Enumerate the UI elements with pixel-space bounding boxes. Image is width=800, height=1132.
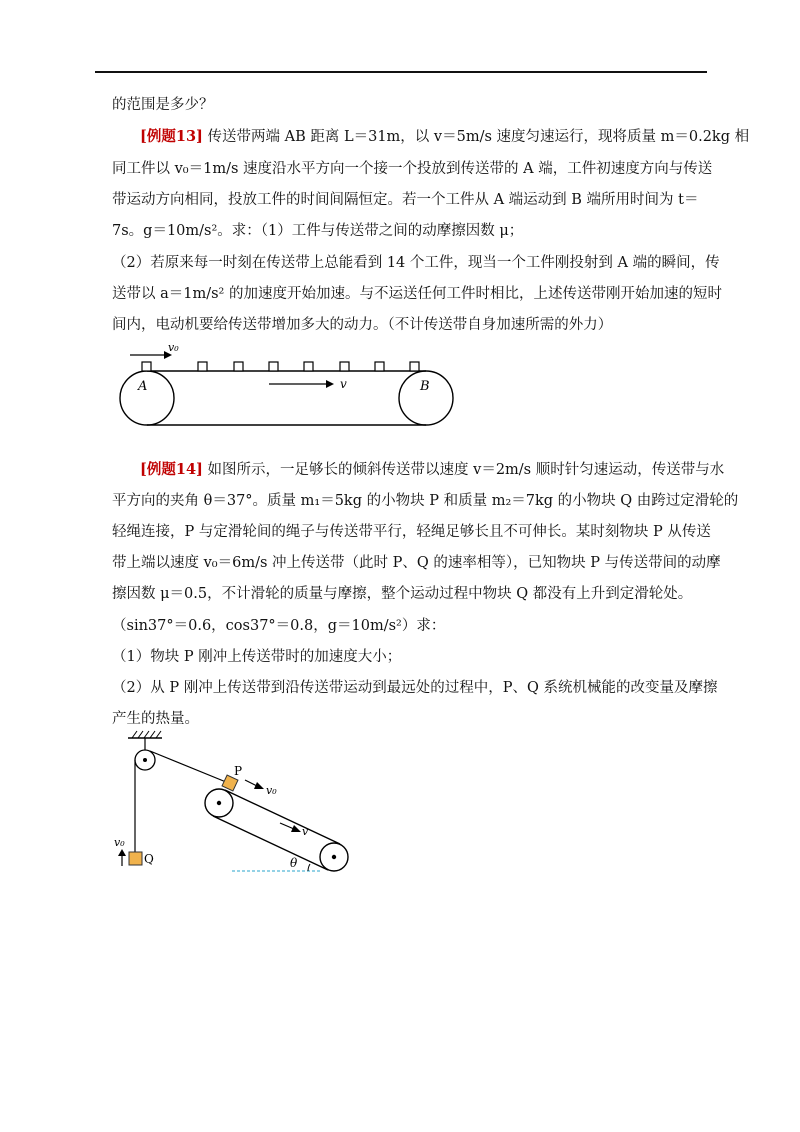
text-line: 平方向的夹角 θ＝37°。质量 m₁＝5kg 的小物块 P 和质量 m₂＝7kg 的小物块 Q 由跨过定滑轮的 <box>112 493 739 509</box>
label-p: P <box>234 764 243 778</box>
text-line: （2）从 P 刚冲上传送带到沿传送带运动到最远处的过程中，P、Q 系统机械能的改变量及摩擦 <box>112 680 718 696</box>
ceiling-hatch <box>128 731 162 738</box>
block-q <box>129 852 142 865</box>
theta-label: θ <box>290 856 298 870</box>
workpieces <box>142 362 419 371</box>
rope-to-p <box>150 751 226 782</box>
label-a: A <box>138 379 148 394</box>
text-line: 带运动方向相同，投放工件的时间间隔恒定。若一个工件从 A 端运动到 B 端所用时间为 t＝ <box>112 192 699 208</box>
text-line: （2）若原来每一时刻在传送带上总能看到 14 个工件，现当一个工件刚投射到 A 端的瞬间，传 <box>112 255 720 271</box>
text-line: （sin37°＝0.6，cos37°＝0.8，g＝10m/s²）求： <box>112 618 446 634</box>
v0-arrow-p <box>245 780 257 786</box>
text-line: 同工件以 v₀＝1m/s 速度沿水平方向一个接一个投放到传送带的 A 端，工件初速度方向与传送 <box>112 161 713 177</box>
conveyor-diagram-1 <box>112 338 462 438</box>
label-b: B <box>420 379 430 394</box>
example-13-tag: [例题13] <box>140 128 203 145</box>
text-line: （1）物块 P 刚冲上传送带时的加速度大小； <box>112 649 402 665</box>
inclined-conveyor-diagram <box>112 725 362 880</box>
text-line: [例题14] 如图所示，一足够长的倾斜传送带以速度 v＝2m/s 顺时针匀速运动，传送带与水 <box>140 461 725 478</box>
v0-label-q: v₀ <box>114 836 125 849</box>
text-line: 7s。g＝10m/s²。求：（1）工件与传送带之间的动摩擦因数 μ； <box>112 223 524 239</box>
text-line: 的范围是多少？ <box>112 97 214 113</box>
text-line: 擦因数 μ＝0.5，不计滑轮的质量与摩擦，整个运动过程中物块 Q 都没有上升到定滑轮处。 <box>112 586 693 602</box>
example-14-tag: [例题14] <box>140 461 203 478</box>
text-line: 送带以 a＝1m/s² 的加速度开始加速。与不运送任何工件时相比，上述传送带刚开始加速的短时 <box>112 286 722 302</box>
text-line: 产生的热量。 <box>112 711 199 727</box>
text-line: 轻绳连接，P 与定滑轮间的绳子与传送带平行，轻绳足够长且不可伸长。某时刻物块 P 从传送 <box>112 524 711 540</box>
text-line: 带上端以速度 v₀＝6m/s 冲上传送带（此时 P、Q 的速率相等），已知物块 P 与传送带间的动摩 <box>112 555 721 571</box>
v-label: v <box>340 377 347 391</box>
header-rule <box>95 71 707 73</box>
text-line: 间内，电动机要给传送带增加多大的动力。（不计传送带自身加速所需的外力） <box>112 317 613 333</box>
v-arrow-belt <box>280 823 294 829</box>
v0-label-p: v₀ <box>266 784 277 797</box>
text-line: [例题13] 传送带两端 AB 距离 L＝31m，以 v＝5m/s 速度匀速运行，现将质量 m＝0.2kg 相 <box>140 128 750 145</box>
v-label-belt: v <box>302 825 309 838</box>
label-q: Q <box>144 852 154 866</box>
v0-label: v₀ <box>168 341 179 354</box>
